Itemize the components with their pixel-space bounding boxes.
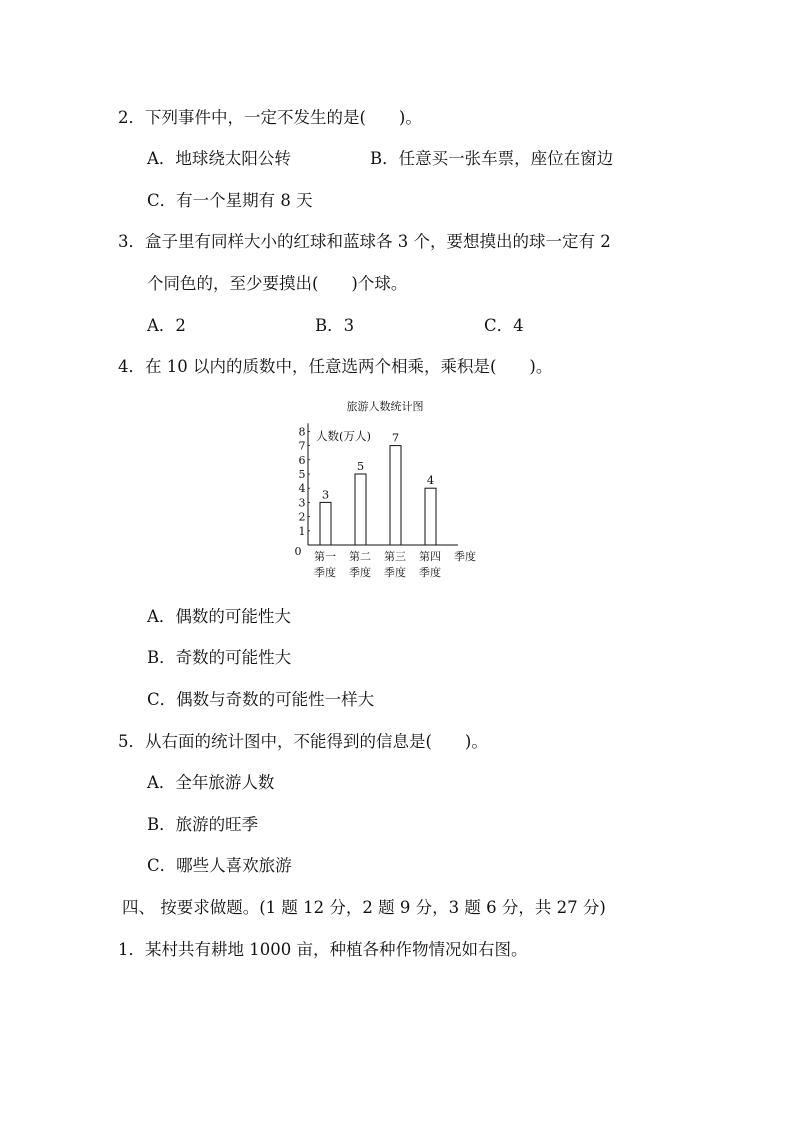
question-5-option-c: C．哪些人喜欢旅游: [147, 856, 292, 875]
x-tick-label-line2: 季度: [384, 566, 406, 579]
bar-value-label: 7: [391, 430, 400, 445]
section-4-heading: 四、 按要求做题。(1 题 12 分，2 题 9 分，3 题 6 分，共 27 分): [122, 898, 606, 917]
x-tick-label-line2: 季度: [314, 566, 336, 579]
question-4-option-b: B．奇数的可能性大: [147, 648, 292, 667]
x-tick-label: 第三: [384, 550, 406, 563]
y-tick-label: 2: [298, 510, 306, 524]
y-tick-label: 0: [294, 545, 302, 558]
question-5-stem: 5．从右面的统计图中，不能得到的信息是( )。: [118, 732, 488, 751]
chart-svg: [280, 395, 490, 590]
question-4-stem: 4．在 10 以内的质数中，任意选两个相乘，乘积是( )。: [118, 357, 553, 376]
bar: [425, 488, 436, 545]
bar-value-label: 3: [321, 487, 330, 502]
y-tick-label: 1: [298, 524, 306, 538]
question-4-option-a: A．偶数的可能性大: [147, 607, 291, 626]
x-tick-label-line2: 季度: [419, 566, 441, 579]
question-2-stem: 2．下列事件中，一定不发生的是( )。: [118, 108, 422, 127]
bar-value-label: 4: [426, 473, 435, 488]
y-tick-label: 6: [298, 453, 306, 467]
x-tick-label: 第二: [349, 550, 371, 563]
question-2-option-b: B．任意买一张车票，座位在窗边: [370, 149, 614, 168]
question-3-stem-line2: 个同色的，至少要摸出( )个球。: [147, 274, 408, 293]
question-3-option-b: B．3: [315, 316, 355, 335]
x-axis-label: 季度: [454, 550, 476, 563]
y-tick-label: 5: [298, 468, 306, 481]
bar: [320, 502, 331, 545]
question-5-option-b: B．旅游的旺季: [147, 815, 259, 834]
y-tick-label: 7: [298, 439, 306, 453]
chart-title: 旅游人数统计图: [346, 400, 424, 413]
x-tick-label: 第一: [314, 550, 336, 563]
question-5-option-a: A．全年旅游人数: [147, 773, 275, 792]
y-tick-label: 3: [298, 496, 306, 510]
question-3-option-a: A．2: [147, 316, 186, 335]
y-axis-label: 人数(万人): [316, 429, 371, 443]
question-3-stem-line1: 3．盒子里有同样大小的红球和蓝球各 3 个，要想摸出的球一定有 2: [118, 232, 611, 251]
x-tick-label-line2: 季度: [349, 566, 371, 579]
question-3-option-c: C．4: [484, 316, 524, 335]
question-2-option-a: A．地球绕太阳公转: [147, 149, 291, 168]
bar: [355, 474, 366, 545]
bar-value-label: 5: [356, 459, 365, 473]
question-4-option-c: C．偶数与奇数的可能性一样大: [147, 690, 375, 709]
section-4-question-1: 1．某村共有耕地 1000 亩，种植各种作物情况如右图。: [118, 940, 528, 959]
y-tick-label: 8: [298, 425, 306, 439]
question-2-option-c: C．有一个星期有 8 天: [147, 191, 313, 210]
tourism-bar-chart: [280, 395, 490, 590]
x-tick-label: 第四: [419, 550, 441, 563]
bar: [390, 446, 401, 545]
y-tick-label: 4: [298, 482, 306, 496]
